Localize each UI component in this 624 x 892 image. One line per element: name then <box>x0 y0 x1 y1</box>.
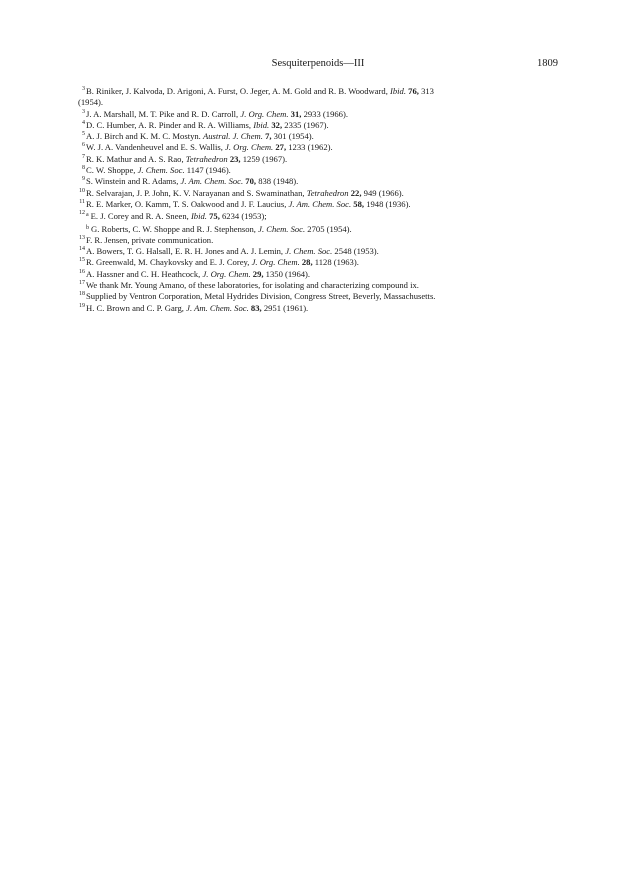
reference-volume: 23, <box>229 153 241 164</box>
reference-journal: J. Org. Chem. <box>240 108 289 119</box>
reference-journal: J. Org. Chem. <box>202 268 251 279</box>
reference-item <box>78 109 558 120</box>
reference-volume: 29, <box>252 268 264 279</box>
reference-authors: B. Riniker, J. Kalvoda, D. Arigoni, A. Furst, O. Jeger, A. M. Gold and R. B. Woodward, <box>86 86 388 96</box>
reference-number: 3 <box>82 86 85 92</box>
reference-authors: We thank Mr. Young Amano, of these laboratories, for isolating and characterizing compound ix. <box>86 280 419 291</box>
reference-number: 4 <box>82 119 85 126</box>
reference-item <box>78 291 558 302</box>
reference-number: 9 <box>82 176 85 183</box>
reference-volume: 28, <box>301 257 313 268</box>
reference-pages-year: 313 <box>421 86 434 96</box>
reference-pages-year: 2548 (1953). <box>334 246 379 257</box>
reference-item <box>78 86 558 109</box>
reference-journal: J. Chem. Soc. <box>137 165 185 176</box>
reference-authors: W. J. A. Vandenheuvel and E. S. Wallis, <box>86 142 223 153</box>
page-header <box>78 58 558 74</box>
reference-sub-label: b <box>86 224 89 231</box>
reference-number: 5 <box>82 131 85 138</box>
reference-number: 3 <box>82 108 85 115</box>
reference-item <box>78 235 558 246</box>
reference-pages-year: 2335 (1967). <box>284 119 329 130</box>
reference-volume: 31, <box>290 108 302 119</box>
reference-number: 14 <box>79 246 85 253</box>
reference-journal: Ibid. <box>390 86 407 96</box>
reference-pages-year: 2705 (1954). <box>307 223 352 234</box>
reference-pages-year: 1147 (1946). <box>186 165 231 176</box>
reference-volume: 83, <box>250 302 262 313</box>
reference-pages-year: 1233 (1962). <box>288 142 333 153</box>
reference-volume: 76, <box>408 86 419 96</box>
reference-authors: R. Selvarajan, J. P. John, K. V. Narayanan and S. Swaminathan, <box>86 187 305 198</box>
reference-authors: G. Roberts, C. W. Shoppe and R. J. Stephenson, <box>91 223 256 234</box>
reference-authors: A. Bowers, T. G. Halsall, E. R. H. Jones and A. J. Lemin, <box>86 246 284 257</box>
reference-journal: J. Org. Chem. <box>225 142 274 153</box>
reference-item <box>78 303 558 314</box>
reference-number: 11 <box>79 198 85 205</box>
reference-number: 7 <box>82 153 85 160</box>
reference-item <box>78 176 558 187</box>
reference-journal: J. Am. Chem. Soc. <box>186 302 249 313</box>
reference-authors: R. K. Mathur and A. S. Rao, <box>86 153 184 164</box>
reference-authors: J. A. Marshall, M. T. Pike and R. D. Carroll, <box>86 108 239 119</box>
reference-authors: F. R. Jensen, private communication. <box>86 234 214 245</box>
reference-authors: A. J. Birch and K. M. C. Mostyn. <box>86 131 201 142</box>
reference-number: 13 <box>79 234 85 241</box>
reference-pages-year: 2933 (1966). <box>303 108 348 119</box>
reference-item <box>78 120 558 131</box>
reference-pages-year: 301 (1954). <box>273 131 314 142</box>
reference-authors: D. C. Humber, A. R. Pinder and R. A. Williams, <box>86 119 252 130</box>
reference-number: 18 <box>79 291 85 298</box>
reference-volume: 75, <box>209 211 220 222</box>
reference-journal: Tetrahedron <box>185 153 228 164</box>
reference-number: 6 <box>82 142 85 149</box>
reference-item <box>78 280 558 291</box>
reference-volume: 22, <box>350 187 362 198</box>
reference-authors: S. Winstein and R. Adams, <box>86 176 179 187</box>
reference-pages-year: 2951 (1961). <box>263 302 309 313</box>
reference-authors: C. W. Shoppe, <box>86 165 136 176</box>
reference-journal: J. Chem. Soc. <box>258 223 306 234</box>
reference-item <box>78 154 558 165</box>
reference-item <box>78 210 558 222</box>
reference-authors: H. C. Brown and C. P. Garg, <box>86 302 184 313</box>
reference-pages-year: 838 (1948). <box>258 176 299 187</box>
reference-journal: Tetrahedron <box>306 187 349 198</box>
reference-continuation: (1954). <box>78 97 104 108</box>
page-number: 1809 <box>537 58 558 69</box>
reference-item <box>78 142 558 153</box>
reference-item <box>78 165 558 176</box>
reference-journal: J. Org. Chem. <box>251 257 300 268</box>
reference-number: 8 <box>82 165 85 172</box>
reference-item <box>78 131 558 142</box>
reference-journal: Austral. J. Chem. <box>202 131 263 142</box>
reference-item <box>78 188 558 199</box>
reference-volume: 32, <box>271 119 283 130</box>
reference-number: 15 <box>79 257 85 264</box>
reference-pages-year: 6234 (1953); <box>222 211 267 222</box>
reference-volume: 7, <box>265 131 272 142</box>
reference-list <box>78 86 558 314</box>
reference-item <box>78 223 558 235</box>
reference-authors: Supplied by Ventron Corporation, Metal Hydrides Division, Congress Street, Beverly, Massachusetts. <box>86 291 436 302</box>
reference-volume: 58, <box>353 198 365 209</box>
reference-journal: Ibid. <box>190 211 207 222</box>
reference-authors: R. E. Marker, O. Kamm, T. S. Oakwood and J. F. Laucius, <box>86 198 287 209</box>
reference-number: 17 <box>79 280 85 287</box>
reference-authors: E. J. Corey and R. A. Sneen, <box>90 211 189 222</box>
reference-pages-year: 1948 (1936). <box>366 198 411 209</box>
reference-pages-year: 1350 (1964). <box>265 268 311 279</box>
reference-journal: J. Chem. Soc. <box>285 246 333 257</box>
reference-number: 16 <box>79 268 85 275</box>
reference-item <box>78 199 558 210</box>
reference-journal: J. Am. Chem. Soc. <box>180 176 244 187</box>
reference-pages-year: 1128 (1963). <box>314 257 359 268</box>
reference-authors: R. Greenwald, M. Chaykovsky and E. J. Corey, <box>86 257 250 268</box>
reference-item <box>78 246 558 257</box>
reference-number: 12 <box>79 210 85 217</box>
reference-pages-year: 1259 (1967). <box>242 153 288 164</box>
reference-authors: A. Hassner and C. H. Heathcock, <box>86 268 201 279</box>
reference-journal: Ibid. <box>253 119 270 130</box>
reference-volume: 27, <box>275 142 287 153</box>
reference-sub-label: a <box>86 212 89 219</box>
reference-number: 19 <box>79 302 85 309</box>
reference-journal: J. Am. Chem. Soc. <box>288 198 352 209</box>
reference-volume: 70, <box>245 176 257 187</box>
running-title: Sesquiterpenoids—III <box>271 58 365 69</box>
reference-pages-year: 949 (1966). <box>363 187 404 198</box>
reference-item <box>78 269 558 280</box>
reference-item <box>78 257 558 268</box>
reference-number: 10 <box>79 187 85 194</box>
